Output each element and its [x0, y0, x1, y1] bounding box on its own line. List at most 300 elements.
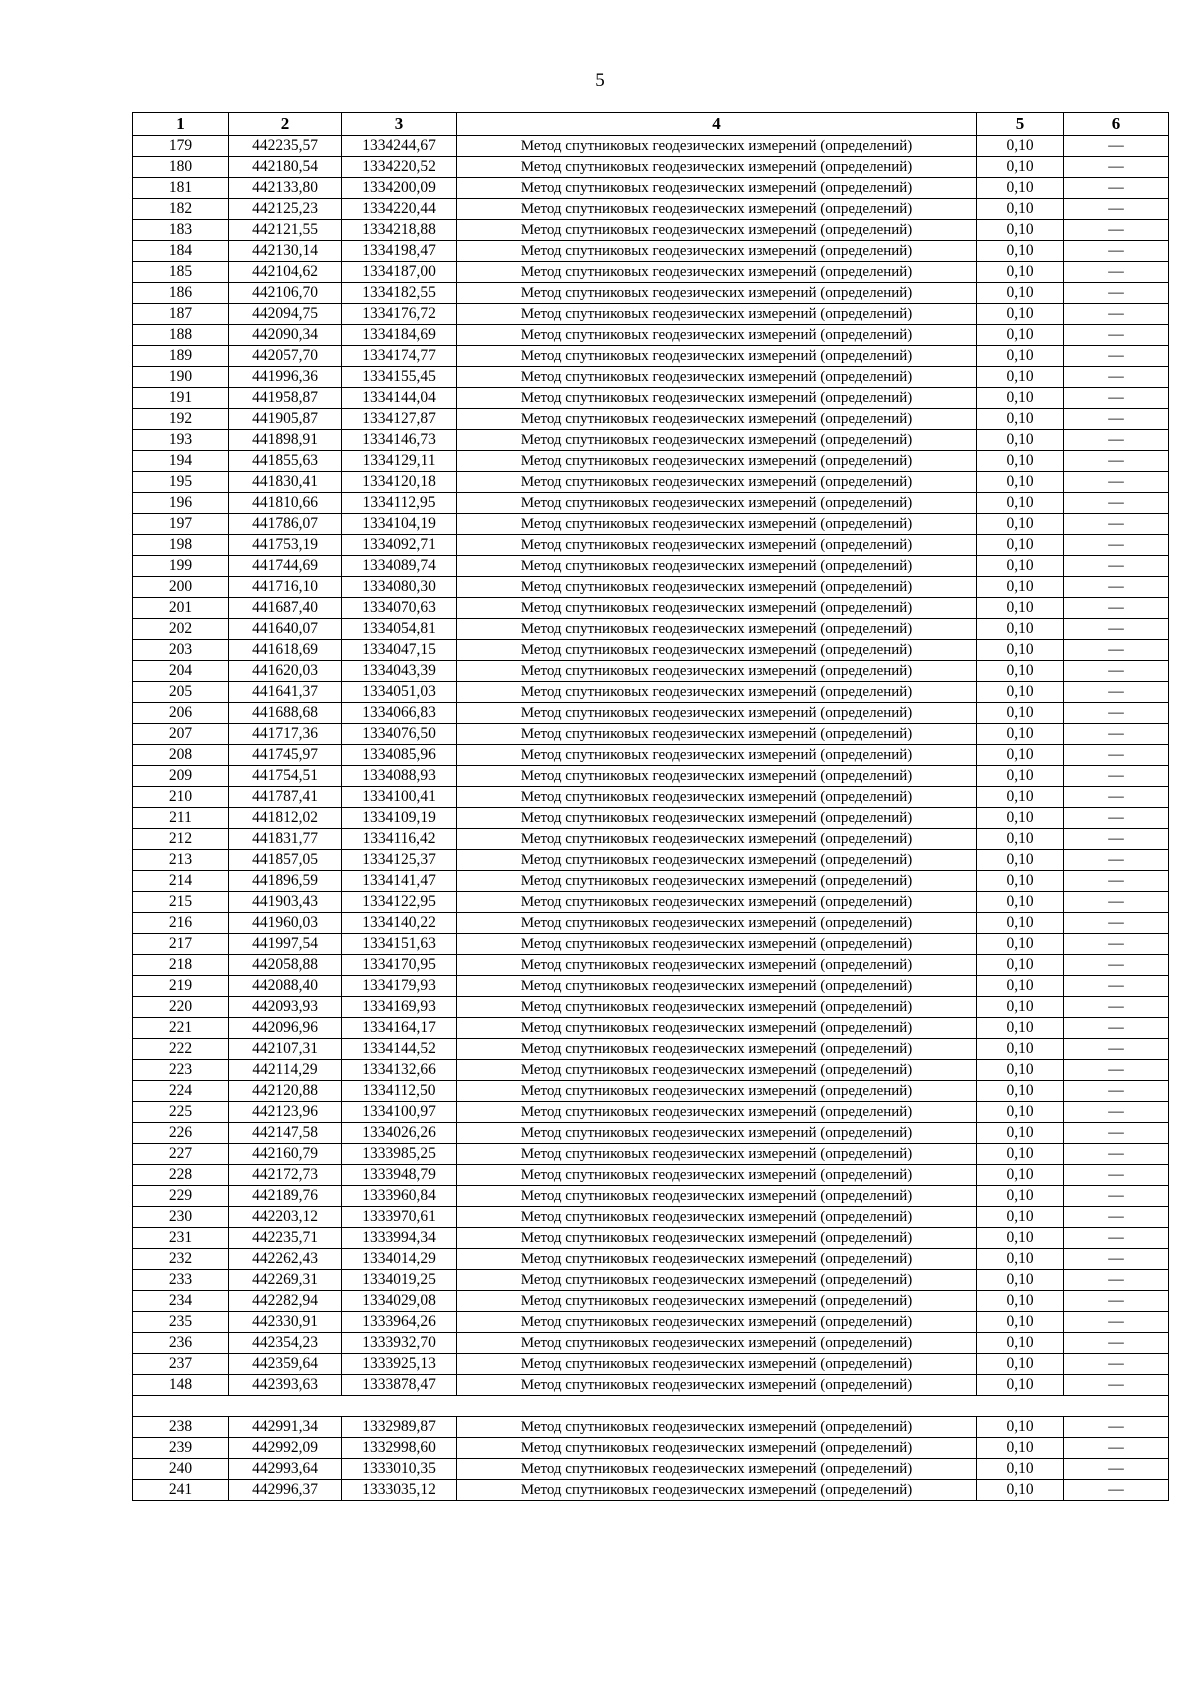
point-number-cell: 207	[133, 724, 229, 745]
point-number-cell: 237	[133, 1354, 229, 1375]
precision-cell: 0,10	[977, 850, 1064, 871]
x-coordinate-cell: 442172,73	[229, 1165, 342, 1186]
table-row	[133, 577, 1169, 598]
x-coordinate-cell: 441810,66	[229, 493, 342, 514]
point-number-cell: 208	[133, 745, 229, 766]
x-coordinate-cell: 441812,02	[229, 808, 342, 829]
table-row	[133, 871, 1169, 892]
table-row	[133, 892, 1169, 913]
x-coordinate-cell: 441903,43	[229, 892, 342, 913]
method-cell: Метод спутниковых геодезических измерений (определений)	[457, 1333, 977, 1354]
precision-cell: 0,10	[977, 1312, 1064, 1333]
y-coordinate-cell: 1334122,95	[342, 892, 457, 913]
method-cell: Метод спутниковых геодезических измерений (определений)	[457, 829, 977, 850]
table-row	[133, 829, 1169, 850]
y-coordinate-cell: 1334047,15	[342, 640, 457, 661]
x-coordinate-cell: 441753,19	[229, 535, 342, 556]
precision-cell: 0,10	[977, 409, 1064, 430]
point-number-cell: 194	[133, 451, 229, 472]
x-coordinate-cell: 441687,40	[229, 598, 342, 619]
method-cell: Метод спутниковых геодезических измерений (определений)	[457, 766, 977, 787]
table-row	[133, 262, 1169, 283]
note-cell: —	[1064, 178, 1169, 199]
precision-cell: 0,10	[977, 934, 1064, 955]
note-cell: —	[1064, 976, 1169, 997]
point-number-cell: 202	[133, 619, 229, 640]
method-cell: Метод спутниковых геодезических измерений (определений)	[457, 1081, 977, 1102]
y-coordinate-cell: 1334176,72	[342, 304, 457, 325]
y-coordinate-cell: 1333035,12	[342, 1480, 457, 1501]
note-cell: —	[1064, 1186, 1169, 1207]
x-coordinate-cell: 442114,29	[229, 1060, 342, 1081]
method-cell: Метод спутниковых геодезических измерений (определений)	[457, 388, 977, 409]
point-number-cell: 205	[133, 682, 229, 703]
precision-cell: 0,10	[977, 283, 1064, 304]
x-coordinate-cell: 442203,12	[229, 1207, 342, 1228]
method-cell: Метод спутниковых геодезических измерений (определений)	[457, 262, 977, 283]
method-cell: Метод спутниковых геодезических измерений (определений)	[457, 367, 977, 388]
x-coordinate-cell: 442133,80	[229, 178, 342, 199]
method-cell: Метод спутниковых геодезических измерений (определений)	[457, 682, 977, 703]
note-cell: —	[1064, 577, 1169, 598]
y-coordinate-cell: 1334104,19	[342, 514, 457, 535]
x-coordinate-cell: 442992,09	[229, 1438, 342, 1459]
precision-cell: 0,10	[977, 1354, 1064, 1375]
note-cell: —	[1064, 1207, 1169, 1228]
note-cell: —	[1064, 640, 1169, 661]
note-cell: —	[1064, 346, 1169, 367]
precision-cell: 0,10	[977, 997, 1064, 1018]
note-cell: —	[1064, 682, 1169, 703]
point-number-cell: 210	[133, 787, 229, 808]
note-cell: —	[1064, 325, 1169, 346]
table-row	[133, 346, 1169, 367]
precision-cell: 0,10	[977, 325, 1064, 346]
point-number-cell: 203	[133, 640, 229, 661]
precision-cell: 0,10	[977, 724, 1064, 745]
note-cell: —	[1064, 220, 1169, 241]
x-coordinate-cell: 442104,62	[229, 262, 342, 283]
x-coordinate-cell: 441787,41	[229, 787, 342, 808]
point-number-cell: 233	[133, 1270, 229, 1291]
table-row	[133, 199, 1169, 220]
precision-cell: 0,10	[977, 955, 1064, 976]
column-header-1: 1	[133, 113, 229, 136]
y-coordinate-cell: 1334151,63	[342, 934, 457, 955]
y-coordinate-cell: 1333994,34	[342, 1228, 457, 1249]
x-coordinate-cell: 441857,05	[229, 850, 342, 871]
point-number-cell: 195	[133, 472, 229, 493]
y-coordinate-cell: 1334220,52	[342, 157, 457, 178]
table-row	[133, 808, 1169, 829]
note-cell: —	[1064, 787, 1169, 808]
precision-cell: 0,10	[977, 1459, 1064, 1480]
point-number-cell: 198	[133, 535, 229, 556]
y-coordinate-cell: 1334029,08	[342, 1291, 457, 1312]
x-coordinate-cell: 441744,69	[229, 556, 342, 577]
y-coordinate-cell: 1334220,44	[342, 199, 457, 220]
y-coordinate-cell: 1334155,45	[342, 367, 457, 388]
method-cell: Метод спутниковых геодезических измерений (определений)	[457, 997, 977, 1018]
table-row	[133, 388, 1169, 409]
x-coordinate-cell: 442991,34	[229, 1417, 342, 1438]
note-cell: —	[1064, 493, 1169, 514]
table-row	[133, 283, 1169, 304]
note-cell: —	[1064, 556, 1169, 577]
method-cell: Метод спутниковых геодезических измерений (определений)	[457, 1060, 977, 1081]
x-coordinate-cell: 442121,55	[229, 220, 342, 241]
note-cell: —	[1064, 934, 1169, 955]
x-coordinate-cell: 442106,70	[229, 283, 342, 304]
x-coordinate-cell: 441786,07	[229, 514, 342, 535]
point-number-cell: 211	[133, 808, 229, 829]
y-coordinate-cell: 1334140,22	[342, 913, 457, 934]
note-cell: —	[1064, 1165, 1169, 1186]
table-header-row	[133, 113, 1169, 136]
point-number-cell: 236	[133, 1333, 229, 1354]
x-coordinate-cell: 442096,96	[229, 1018, 342, 1039]
point-number-cell: 183	[133, 220, 229, 241]
method-cell: Метод спутниковых геодезических измерений (определений)	[457, 1123, 977, 1144]
x-coordinate-cell: 441830,41	[229, 472, 342, 493]
point-number-cell: 218	[133, 955, 229, 976]
point-number-cell: 224	[133, 1081, 229, 1102]
point-number-cell: 217	[133, 934, 229, 955]
table-row	[133, 472, 1169, 493]
precision-cell: 0,10	[977, 619, 1064, 640]
x-coordinate-cell: 441745,97	[229, 745, 342, 766]
point-number-cell: 216	[133, 913, 229, 934]
note-cell: —	[1064, 1312, 1169, 1333]
note-cell: —	[1064, 1480, 1169, 1501]
precision-cell: 0,10	[977, 388, 1064, 409]
method-cell: Метод спутниковых геодезических измерений (определений)	[457, 1354, 977, 1375]
method-cell: Метод спутниковых геодезических измерений (определений)	[457, 724, 977, 745]
table-row	[133, 1060, 1169, 1081]
method-cell: Метод спутниковых геодезических измерений (определений)	[457, 934, 977, 955]
x-coordinate-cell: 441898,91	[229, 430, 342, 451]
y-coordinate-cell: 1334141,47	[342, 871, 457, 892]
method-cell: Метод спутниковых геодезических измерений (определений)	[457, 472, 977, 493]
table-row	[133, 1186, 1169, 1207]
table-row	[133, 556, 1169, 577]
precision-cell: 0,10	[977, 1438, 1064, 1459]
x-coordinate-cell: 441641,37	[229, 682, 342, 703]
group-separator-row	[133, 1396, 1169, 1417]
x-coordinate-cell: 442120,88	[229, 1081, 342, 1102]
y-coordinate-cell: 1333960,84	[342, 1186, 457, 1207]
point-number-cell: 229	[133, 1186, 229, 1207]
point-number-cell: 148	[133, 1375, 229, 1396]
table-row	[133, 220, 1169, 241]
precision-cell: 0,10	[977, 787, 1064, 808]
precision-cell: 0,10	[977, 1102, 1064, 1123]
note-cell: —	[1064, 871, 1169, 892]
table-row	[133, 682, 1169, 703]
precision-cell: 0,10	[977, 262, 1064, 283]
note-cell: —	[1064, 157, 1169, 178]
table-row	[133, 304, 1169, 325]
y-coordinate-cell: 1334070,63	[342, 598, 457, 619]
y-coordinate-cell: 1333970,61	[342, 1207, 457, 1228]
note-cell: —	[1064, 955, 1169, 976]
table-row	[133, 1165, 1169, 1186]
precision-cell: 0,10	[977, 451, 1064, 472]
note-cell: —	[1064, 1018, 1169, 1039]
method-cell: Метод спутниковых геодезических измерений (определений)	[457, 178, 977, 199]
y-coordinate-cell: 1334019,25	[342, 1270, 457, 1291]
precision-cell: 0,10	[977, 871, 1064, 892]
table-row	[133, 913, 1169, 934]
point-number-cell: 238	[133, 1417, 229, 1438]
point-number-cell: 212	[133, 829, 229, 850]
point-number-cell: 228	[133, 1165, 229, 1186]
y-coordinate-cell: 1333010,35	[342, 1459, 457, 1480]
point-number-cell: 213	[133, 850, 229, 871]
table-row	[133, 535, 1169, 556]
precision-cell: 0,10	[977, 976, 1064, 997]
x-coordinate-cell: 442160,79	[229, 1144, 342, 1165]
x-coordinate-cell: 441855,63	[229, 451, 342, 472]
table-body	[133, 136, 1169, 1501]
y-coordinate-cell: 1334100,97	[342, 1102, 457, 1123]
y-coordinate-cell: 1334112,50	[342, 1081, 457, 1102]
method-cell: Метод спутниковых геодезических измерений (определений)	[457, 871, 977, 892]
x-coordinate-cell: 442130,14	[229, 241, 342, 262]
table-row	[133, 1312, 1169, 1333]
method-cell: Метод спутниковых геодезических измерений (определений)	[457, 556, 977, 577]
point-number-cell: 227	[133, 1144, 229, 1165]
x-coordinate-cell: 442269,31	[229, 1270, 342, 1291]
method-cell: Метод спутниковых геодезических измерений (определений)	[457, 850, 977, 871]
x-coordinate-cell: 441831,77	[229, 829, 342, 850]
table-row	[133, 1438, 1169, 1459]
note-cell: —	[1064, 136, 1169, 157]
table-row	[133, 1291, 1169, 1312]
y-coordinate-cell: 1334132,66	[342, 1060, 457, 1081]
precision-cell: 0,10	[977, 1144, 1064, 1165]
table-row	[133, 955, 1169, 976]
x-coordinate-cell: 442058,88	[229, 955, 342, 976]
point-number-cell: 201	[133, 598, 229, 619]
table-row	[133, 703, 1169, 724]
note-cell: —	[1064, 829, 1169, 850]
precision-cell: 0,10	[977, 1165, 1064, 1186]
table-row	[133, 724, 1169, 745]
table-row	[133, 1270, 1169, 1291]
y-coordinate-cell: 1334198,47	[342, 241, 457, 262]
point-number-cell: 179	[133, 136, 229, 157]
table-row	[133, 1354, 1169, 1375]
note-cell: —	[1064, 1438, 1169, 1459]
note-cell: —	[1064, 808, 1169, 829]
method-cell: Метод спутниковых геодезических измерений (определений)	[457, 892, 977, 913]
x-coordinate-cell: 441997,54	[229, 934, 342, 955]
note-cell: —	[1064, 703, 1169, 724]
point-number-cell: 222	[133, 1039, 229, 1060]
note-cell: —	[1064, 409, 1169, 430]
x-coordinate-cell: 442057,70	[229, 346, 342, 367]
x-coordinate-cell: 441958,87	[229, 388, 342, 409]
y-coordinate-cell: 1334144,52	[342, 1039, 457, 1060]
x-coordinate-cell: 442123,96	[229, 1102, 342, 1123]
precision-cell: 0,10	[977, 1186, 1064, 1207]
table-row	[133, 640, 1169, 661]
point-number-cell: 230	[133, 1207, 229, 1228]
y-coordinate-cell: 1334054,81	[342, 619, 457, 640]
table-row	[133, 178, 1169, 199]
y-coordinate-cell: 1334182,55	[342, 283, 457, 304]
point-number-cell: 209	[133, 766, 229, 787]
y-coordinate-cell: 1333932,70	[342, 1333, 457, 1354]
precision-cell: 0,10	[977, 1039, 1064, 1060]
column-header-5: 5	[977, 113, 1064, 136]
precision-cell: 0,10	[977, 577, 1064, 598]
precision-cell: 0,10	[977, 430, 1064, 451]
y-coordinate-cell: 1334014,29	[342, 1249, 457, 1270]
note-cell: —	[1064, 388, 1169, 409]
point-number-cell: 187	[133, 304, 229, 325]
table-row	[133, 766, 1169, 787]
precision-cell: 0,10	[977, 1081, 1064, 1102]
note-cell: —	[1064, 262, 1169, 283]
table-row	[133, 409, 1169, 430]
precision-cell: 0,10	[977, 199, 1064, 220]
method-cell: Метод спутниковых геодезических измерений (определений)	[457, 640, 977, 661]
point-number-cell: 225	[133, 1102, 229, 1123]
y-coordinate-cell: 1334200,09	[342, 178, 457, 199]
y-coordinate-cell: 1333948,79	[342, 1165, 457, 1186]
coordinates-table	[132, 112, 1169, 1501]
column-header-2: 2	[229, 113, 342, 136]
x-coordinate-cell: 442359,64	[229, 1354, 342, 1375]
precision-cell: 0,10	[977, 1375, 1064, 1396]
note-cell: —	[1064, 1228, 1169, 1249]
note-cell: —	[1064, 850, 1169, 871]
precision-cell: 0,10	[977, 745, 1064, 766]
point-number-cell: 214	[133, 871, 229, 892]
method-cell: Метод спутниковых геодезических измерений (определений)	[457, 304, 977, 325]
point-number-cell: 206	[133, 703, 229, 724]
x-coordinate-cell: 441754,51	[229, 766, 342, 787]
note-cell: —	[1064, 1291, 1169, 1312]
method-cell: Метод спутниковых геодезических измерений (определений)	[457, 1270, 977, 1291]
precision-cell: 0,10	[977, 556, 1064, 577]
y-coordinate-cell: 1334051,03	[342, 682, 457, 703]
note-cell: —	[1064, 1459, 1169, 1480]
method-cell: Метод спутниковых геодезических измерений (определений)	[457, 514, 977, 535]
table-row	[133, 493, 1169, 514]
note-cell: —	[1064, 619, 1169, 640]
note-cell: —	[1064, 745, 1169, 766]
precision-cell: 0,10	[977, 808, 1064, 829]
note-cell: —	[1064, 535, 1169, 556]
method-cell: Метод спутниковых геодезических измерений (определений)	[457, 220, 977, 241]
y-coordinate-cell: 1334174,77	[342, 346, 457, 367]
note-cell: —	[1064, 766, 1169, 787]
precision-cell: 0,10	[977, 829, 1064, 850]
note-cell: —	[1064, 1333, 1169, 1354]
x-coordinate-cell: 441716,10	[229, 577, 342, 598]
note-cell: —	[1064, 661, 1169, 682]
precision-cell: 0,10	[977, 1333, 1064, 1354]
x-coordinate-cell: 442094,75	[229, 304, 342, 325]
y-coordinate-cell: 1334129,11	[342, 451, 457, 472]
precision-cell: 0,10	[977, 766, 1064, 787]
method-cell: Метод спутниковых геодезических измерений (определений)	[457, 535, 977, 556]
point-number-cell: 232	[133, 1249, 229, 1270]
method-cell: Метод спутниковых геодезических измерений (определений)	[457, 430, 977, 451]
method-cell: Метод спутниковых геодезических измерений (определений)	[457, 1228, 977, 1249]
table-row	[133, 1039, 1169, 1060]
point-number-cell: 204	[133, 661, 229, 682]
y-coordinate-cell: 1333964,26	[342, 1312, 457, 1333]
precision-cell: 0,10	[977, 703, 1064, 724]
column-header-6: 6	[1064, 113, 1169, 136]
point-number-cell: 226	[133, 1123, 229, 1144]
point-number-cell: 200	[133, 577, 229, 598]
table-row	[133, 1417, 1169, 1438]
method-cell: Метод спутниковых геодезических измерений (определений)	[457, 1165, 977, 1186]
note-cell: —	[1064, 724, 1169, 745]
method-cell: Метод спутниковых геодезических измерений (определений)	[457, 1438, 977, 1459]
x-coordinate-cell: 441620,03	[229, 661, 342, 682]
table-row	[133, 745, 1169, 766]
point-number-cell: 234	[133, 1291, 229, 1312]
precision-cell: 0,10	[977, 472, 1064, 493]
method-cell: Метод спутниковых геодезических измерений (определений)	[457, 1186, 977, 1207]
group-separator-cell	[133, 1396, 1169, 1417]
method-cell: Метод спутниковых геодезических измерений (определений)	[457, 703, 977, 724]
x-coordinate-cell: 442393,63	[229, 1375, 342, 1396]
x-coordinate-cell: 441905,87	[229, 409, 342, 430]
method-cell: Метод спутниковых геодезических измерений (определений)	[457, 1207, 977, 1228]
method-cell: Метод спутниковых геодезических измерений (определений)	[457, 976, 977, 997]
x-coordinate-cell: 441896,59	[229, 871, 342, 892]
point-number-cell: 193	[133, 430, 229, 451]
column-header-3: 3	[342, 113, 457, 136]
x-coordinate-cell: 442262,43	[229, 1249, 342, 1270]
table-row	[133, 430, 1169, 451]
note-cell: —	[1064, 892, 1169, 913]
x-coordinate-cell: 441640,07	[229, 619, 342, 640]
precision-cell: 0,10	[977, 1123, 1064, 1144]
x-coordinate-cell: 442235,71	[229, 1228, 342, 1249]
point-number-cell: 223	[133, 1060, 229, 1081]
note-cell: —	[1064, 451, 1169, 472]
y-coordinate-cell: 1333985,25	[342, 1144, 457, 1165]
point-number-cell: 191	[133, 388, 229, 409]
note-cell: —	[1064, 304, 1169, 325]
note-cell: —	[1064, 1417, 1169, 1438]
x-coordinate-cell: 441717,36	[229, 724, 342, 745]
precision-cell: 0,10	[977, 136, 1064, 157]
method-cell: Метод спутниковых геодезических измерений (определений)	[457, 325, 977, 346]
y-coordinate-cell: 1334179,93	[342, 976, 457, 997]
y-coordinate-cell: 1334169,93	[342, 997, 457, 1018]
note-cell: —	[1064, 1060, 1169, 1081]
x-coordinate-cell: 441960,03	[229, 913, 342, 934]
point-number-cell: 186	[133, 283, 229, 304]
method-cell: Метод спутниковых геодезических измерений (определений)	[457, 1018, 977, 1039]
precision-cell: 0,10	[977, 640, 1064, 661]
point-number-cell: 241	[133, 1480, 229, 1501]
method-cell: Метод спутниковых геодезических измерений (определений)	[457, 1102, 977, 1123]
method-cell: Метод спутниковых геодезических измерений (определений)	[457, 745, 977, 766]
precision-cell: 0,10	[977, 1207, 1064, 1228]
table-row	[133, 1480, 1169, 1501]
y-coordinate-cell: 1332998,60	[342, 1438, 457, 1459]
